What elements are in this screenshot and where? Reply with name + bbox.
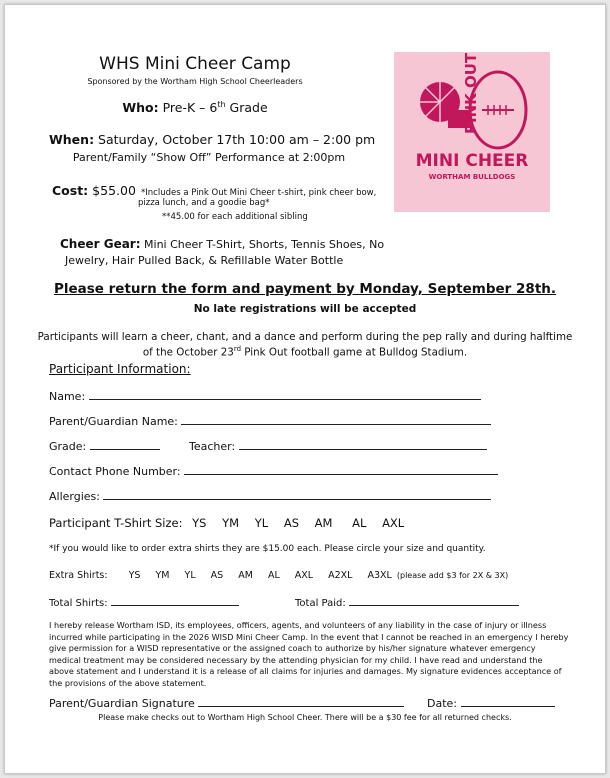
mini-cheer-logo-icon	[394, 52, 550, 212]
gear-label: Cheer Gear:	[60, 237, 141, 251]
when-value: Saturday, October 17th 10:00 am – 2:00 pm	[98, 132, 376, 147]
who-value-post: Grade	[225, 100, 268, 116]
pink-out-shirt-image	[394, 52, 550, 212]
size-option-al[interactable]: AL	[352, 516, 367, 530]
wortham-bulldogs-text: WORTHAM BULLDOGS	[428, 173, 516, 181]
total-shirts-label: Total Shirts:	[49, 598, 108, 609]
page-title: WHS Mini Cheer Camp	[99, 54, 291, 74]
signature-field[interactable]	[198, 696, 404, 707]
extra-size-axl[interactable]: AXL	[294, 570, 314, 581]
phone-field[interactable]	[184, 464, 498, 475]
who-line	[65, 100, 325, 115]
extra-shirts-row	[49, 570, 508, 581]
footer-note: Please make checks out to Wortham High School Cheer. There will be a $30 fee for all returned checks.	[98, 713, 512, 722]
total-shirts-field[interactable]	[111, 595, 239, 606]
signature-label: Parent/Guardian Signature	[49, 697, 195, 710]
grade-row	[49, 439, 160, 453]
gear-line	[60, 237, 384, 251]
extra-shirts-label: Extra Shirts:	[49, 570, 108, 581]
signature-row	[49, 696, 404, 710]
total-paid-field[interactable]	[349, 595, 519, 606]
description-line-2	[5, 345, 605, 358]
description-2-post: Pink Out football game at Bulldog Stadium.	[241, 346, 468, 359]
extra-shirts-note: *If you would like to order extra shirts they are $15.00 each. Please circle your size and quantity.	[49, 544, 486, 554]
description-2-pre: of the October 23	[142, 346, 234, 359]
cost-note-2: pizza lunch, and a goodie bag*	[138, 198, 270, 208]
deadline-notice: Please return the form and payment by Monday, September 28th.	[53, 281, 557, 297]
date-row	[427, 696, 555, 710]
who-sup: th	[217, 100, 226, 109]
sponsor-line: Sponsored by the Wortham High School Cheerleaders	[87, 77, 303, 86]
teacher-row	[189, 439, 487, 453]
no-late-notice: No late registrations will be accepted	[193, 303, 417, 315]
total-paid-row	[295, 595, 519, 609]
who-label: Who:	[122, 100, 159, 116]
allergies-field[interactable]	[103, 489, 491, 500]
tshirt-size-row	[49, 516, 404, 530]
name-field[interactable]	[89, 389, 481, 400]
performance-line: Parent/Family “Show Off” Performance at 2:00pm	[72, 151, 346, 164]
allergies-row	[49, 489, 491, 503]
total-paid-label: Total Paid:	[295, 598, 346, 609]
gear-line-2: Jewelry, Hair Pulled Back, & Refillable Water Bottle	[65, 254, 344, 267]
when-label: When:	[49, 132, 95, 147]
extra-size-surcharge: (please add $3 for 2X & 3X)	[396, 571, 509, 580]
tshirt-size-label: Participant T-Shirt Size:	[49, 516, 183, 530]
pink-out-text: PINK OUT	[462, 52, 480, 134]
mini-cheer-text: MINI CHEER	[415, 151, 529, 171]
extra-size-al[interactable]: AL	[267, 570, 280, 581]
cost-label: Cost:	[52, 183, 89, 198]
grade-field[interactable]	[90, 439, 160, 450]
phone-label: Contact Phone Number:	[49, 465, 181, 478]
teacher-field[interactable]	[239, 439, 487, 450]
size-option-axl[interactable]: AXL	[382, 516, 405, 530]
guardian-row	[49, 414, 491, 428]
when-line	[49, 132, 375, 147]
who-value: Pre-K – 6	[162, 100, 218, 116]
liability-release: I hereby release Wortham ISD, its employees, officers, agents, and volunteers of any liability in the case of injury or illness incurred while participating in the 2026 WISD Mini Cheer Camp. In the event that I cannot be reached in an emergency I hereby give permission for a WISD representative or the assigned coach to authorize by his/her signature whatever emergency medical treatment may be considered necessary by the attending physician for my child. I have read and understand the above statement and I understand it is a release of all claims for injuries and damages. My signature evidences acceptance of the provisions of the above statement.	[49, 620, 569, 688]
extra-size-a2xl[interactable]: A2XL	[328, 570, 353, 581]
registration-form-page	[4, 4, 606, 774]
extra-size-a3xl[interactable]: A3XL	[367, 570, 392, 581]
guardian-label: Parent/Guardian Name:	[49, 415, 178, 428]
cost-line	[52, 180, 376, 199]
date-field[interactable]	[461, 696, 555, 707]
extra-size-as[interactable]: AS	[210, 570, 224, 581]
total-shirts-row	[49, 595, 239, 609]
gear-line-1: Mini Cheer T-Shirt, Shorts, Tennis Shoes, No	[144, 238, 385, 251]
participant-info-heading: Participant Information:	[49, 362, 191, 376]
extra-size-ym[interactable]: YM	[155, 570, 170, 581]
description-line-1: Participants will learn a cheer, chant, and a dance and perform during the pep rally and during halftime	[37, 331, 573, 343]
teacher-label: Teacher:	[189, 440, 236, 453]
grade-label: Grade:	[49, 440, 87, 453]
guardian-field[interactable]	[181, 414, 491, 425]
cost-note-1: *Includes a Pink Out Mini Cheer t-shirt, pink cheer bow,	[141, 188, 377, 198]
size-option-ys[interactable]: YS	[192, 516, 207, 530]
size-option-yl[interactable]: YL	[254, 516, 269, 530]
allergies-label: Allergies:	[49, 490, 100, 503]
date-label: Date:	[427, 697, 457, 710]
name-label: Name:	[49, 390, 86, 403]
size-option-as[interactable]: AS	[283, 516, 300, 530]
description-2-sup: rd	[233, 345, 242, 353]
extra-size-ys[interactable]: YS	[128, 570, 141, 581]
size-option-am[interactable]: AM	[314, 516, 333, 530]
extra-size-am[interactable]: AM	[238, 570, 253, 581]
phone-row	[49, 464, 498, 478]
cost-note-3: **45.00 for each additional sibling	[162, 212, 308, 222]
cost-value: $55.00	[92, 183, 136, 198]
extra-size-yl[interactable]: YL	[184, 570, 196, 581]
name-row	[49, 389, 481, 403]
size-option-ym[interactable]: YM	[222, 516, 240, 530]
